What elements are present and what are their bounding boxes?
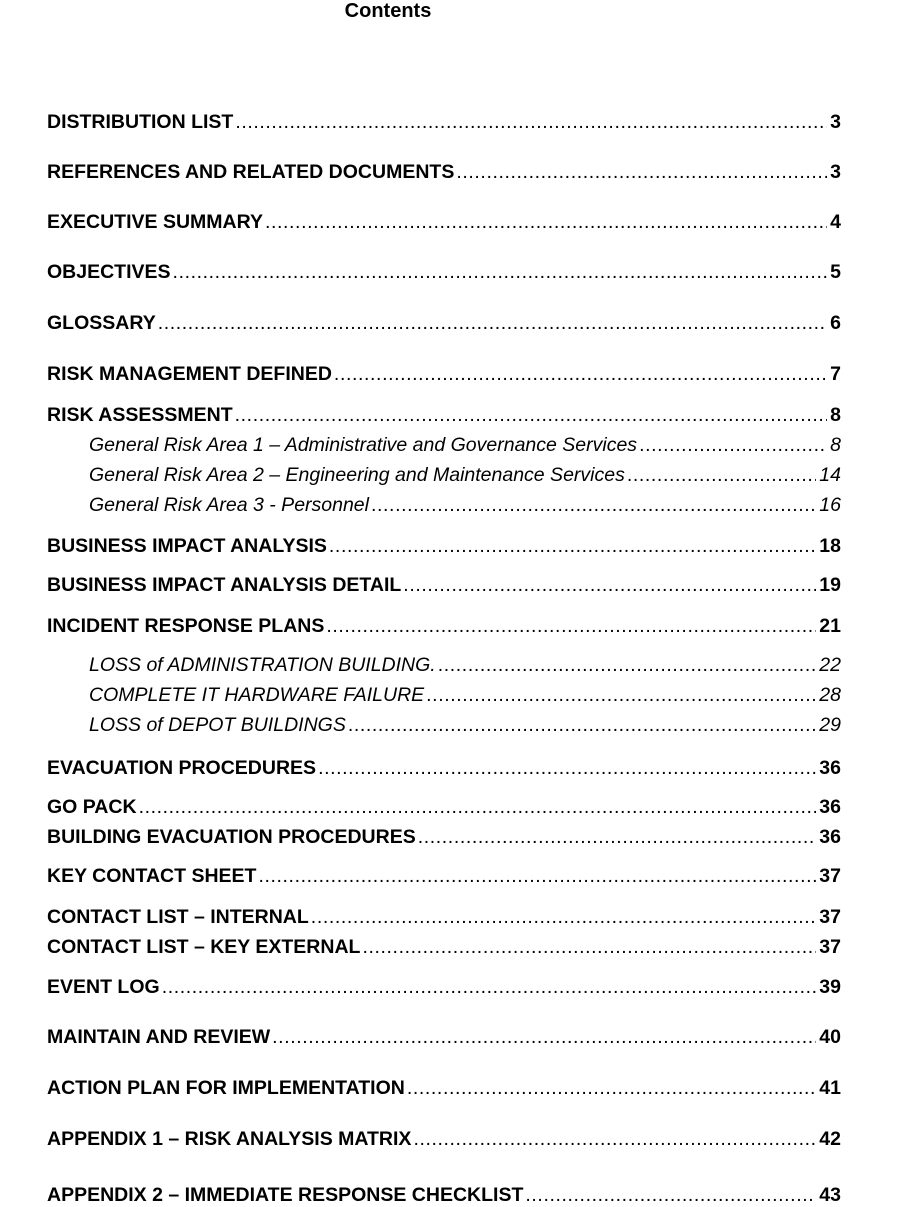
toc-entry[interactable] — [47, 756, 841, 780]
toc-page-number: 19 — [819, 574, 841, 596]
toc-page-number: 8 — [830, 404, 841, 426]
toc-entry-label: GLOSSARY — [47, 312, 156, 334]
toc-page-number: 14 — [819, 464, 841, 486]
toc-entry-label: General Risk Area 3 - Personnel — [89, 494, 369, 516]
toc-subentry[interactable] — [89, 463, 841, 487]
toc-page-number: 5 — [830, 261, 841, 283]
toc-entry-label: EXECUTIVE SUMMARY — [47, 211, 263, 233]
toc-entry[interactable] — [47, 534, 841, 558]
toc-page-number: 36 — [819, 757, 841, 779]
toc-dot-leader — [329, 534, 816, 558]
toc-entry-label: RISK ASSESSMENT — [47, 404, 233, 426]
toc-entry[interactable] — [47, 160, 841, 184]
toc-page-number: 40 — [819, 1026, 841, 1048]
toc-entry[interactable] — [47, 573, 841, 597]
toc-entry-label: CONTACT LIST – INTERNAL — [47, 906, 309, 928]
toc-subentry[interactable] — [89, 433, 841, 457]
toc-entry[interactable] — [47, 311, 841, 335]
toc-entry-label: COMPLETE IT HARDWARE FAILURE — [89, 684, 425, 706]
toc-entry[interactable] — [47, 1127, 841, 1151]
toc-page-number: 16 — [819, 494, 841, 516]
toc-dot-leader — [265, 210, 827, 234]
toc-entry-label: ACTION PLAN FOR IMPLEMENTATION — [47, 1077, 405, 1099]
toc-entry-label: EVENT LOG — [47, 976, 160, 998]
toc-page-number: 8 — [830, 434, 841, 456]
toc-dot-leader — [426, 683, 816, 707]
toc-page-number: 3 — [830, 161, 841, 183]
toc-entry[interactable] — [47, 905, 841, 929]
toc-dot-leader — [403, 573, 816, 597]
toc-page-number: 37 — [819, 906, 841, 928]
toc-entry-label: MAINTAIN AND REVIEW — [47, 1026, 271, 1048]
toc-page-number: 28 — [819, 684, 841, 706]
toc-entry[interactable] — [47, 825, 841, 849]
toc-entry[interactable] — [47, 110, 841, 134]
toc-page-number: 6 — [830, 312, 841, 334]
toc-dot-leader — [371, 493, 816, 517]
toc-entry[interactable] — [47, 1025, 841, 1049]
toc-entry-label: APPENDIX 2 – IMMEDIATE RESPONSE CHECKLIST — [47, 1184, 524, 1206]
toc-entry-label: CONTACT LIST – KEY EXTERNAL — [47, 936, 361, 958]
toc-dot-leader — [326, 614, 816, 638]
toc-dot-leader — [258, 864, 816, 888]
toc-page-number: 43 — [819, 1184, 841, 1206]
toc-entry[interactable] — [47, 1076, 841, 1100]
toc-entry-label: General Risk Area 2 – Engineering and Maintenance Services — [89, 464, 625, 486]
toc-dot-leader — [418, 825, 817, 849]
toc-entry[interactable] — [47, 795, 841, 819]
toc-page-number: 39 — [819, 976, 841, 998]
toc-entry-label: DISTRIBUTION LIST — [47, 111, 234, 133]
toc-dot-leader — [158, 311, 827, 335]
toc-page-number: 37 — [819, 865, 841, 887]
toc-entry[interactable] — [47, 935, 841, 959]
toc-page-number: 4 — [830, 211, 841, 233]
toc-subentry[interactable] — [89, 713, 841, 737]
toc-entry-label: GO PACK — [47, 796, 137, 818]
toc-page-number: 36 — [819, 796, 841, 818]
toc-entry-label: LOSS of DEPOT BUILDINGS — [89, 714, 346, 736]
toc-dot-leader — [348, 713, 816, 737]
toc-page-number: 42 — [819, 1128, 841, 1150]
toc-entry-label: REFERENCES AND RELATED DOCUMENTS — [47, 161, 455, 183]
toc-dot-leader — [311, 905, 817, 929]
toc-entry[interactable] — [47, 362, 841, 386]
toc-entry-label: BUSINESS IMPACT ANALYSIS DETAIL — [47, 574, 402, 596]
toc-subentry[interactable] — [89, 683, 841, 707]
toc-dot-leader — [162, 975, 817, 999]
toc-dot-leader — [318, 756, 816, 780]
toc-entry[interactable] — [47, 403, 841, 427]
toc-entry-label: BUILDING EVACUATION PROCEDURES — [47, 826, 416, 848]
toc-dot-leader — [139, 795, 817, 819]
toc-subentry[interactable] — [89, 653, 841, 677]
toc-page-number: 37 — [819, 936, 841, 958]
toc-dot-leader — [413, 1127, 816, 1151]
toc-dot-leader — [525, 1183, 816, 1207]
toc-dot-leader — [173, 260, 828, 284]
toc-entry[interactable] — [47, 1183, 841, 1207]
toc-page-number: 3 — [830, 111, 841, 133]
toc-entry[interactable] — [47, 975, 841, 999]
toc-dot-leader — [235, 403, 828, 427]
toc-dot-leader — [362, 935, 816, 959]
toc-dot-leader — [334, 362, 827, 386]
toc-entry-label: INCIDENT RESPONSE PLANS — [47, 615, 325, 637]
toc-dot-leader — [407, 1076, 816, 1100]
toc-entry-label: General Risk Area 1 – Administrative and Governance Services — [89, 434, 638, 456]
page-title: Contents — [344, 0, 432, 22]
toc-page-number: 18 — [819, 535, 841, 557]
toc-subentry[interactable] — [89, 493, 841, 517]
toc-entry[interactable] — [47, 614, 841, 638]
toc-entry-label: KEY CONTACT SHEET — [47, 865, 257, 887]
toc-dot-leader — [456, 160, 827, 184]
toc-page-number: 7 — [830, 363, 841, 385]
toc-entry[interactable] — [47, 260, 841, 284]
toc-entry-label: OBJECTIVES — [47, 261, 171, 283]
toc-dot-leader — [438, 653, 817, 677]
toc-entry[interactable] — [47, 210, 841, 234]
toc-page-number: 41 — [819, 1077, 841, 1099]
toc-dot-leader — [272, 1025, 816, 1049]
toc-dot-leader — [639, 433, 827, 457]
toc-page-number: 21 — [819, 615, 841, 637]
toc-dot-leader — [235, 110, 827, 134]
toc-page-number: 36 — [819, 826, 841, 848]
toc-page-number: 22 — [819, 654, 841, 676]
toc-entry-label: BUSINESS IMPACT ANALYSIS — [47, 535, 327, 557]
toc-entry-label: RISK MANAGEMENT DEFINED — [47, 363, 332, 385]
toc-entry-label: APPENDIX 1 – RISK ANALYSIS MATRIX — [47, 1128, 412, 1150]
toc-entry-label: LOSS of ADMINISTRATION BUILDING. — [89, 654, 436, 676]
toc-entry-label: EVACUATION PROCEDURES — [47, 757, 317, 779]
toc-entry[interactable] — [47, 864, 841, 888]
toc-dot-leader — [627, 463, 816, 487]
toc-page-number: 29 — [819, 714, 841, 736]
